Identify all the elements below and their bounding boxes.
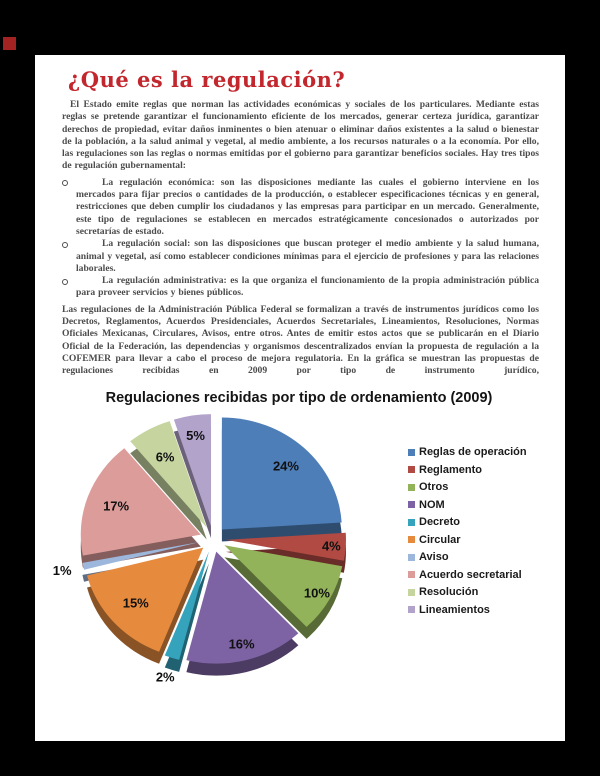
- slice-percent-label: 24%: [272, 457, 299, 473]
- slice-percent-label: 1%: [52, 562, 72, 578]
- document-content: [52, 67, 539, 685]
- slice-percent-label: 5%: [186, 427, 205, 443]
- slice-percent-label: 2%: [155, 669, 175, 685]
- legend-swatch-icon: [408, 501, 415, 508]
- slice-percent-label: 17%: [103, 498, 130, 514]
- legend-swatch-icon: [408, 589, 415, 596]
- slice-percent-label: 16%: [228, 635, 255, 651]
- legend-swatch-icon: [408, 571, 415, 578]
- legend-swatch-icon: [408, 519, 415, 526]
- legend-swatch-icon: [408, 606, 415, 613]
- bullet-text: La regulación económica: son las disposiciones mediante las cuales el gobierno interviene en los mercados para fijar precios o cantidades de la producción, o establecer especificaciones técnicas y en general, restricciones que deben cumplir los ciudadanos y las empresas para participar en un mercado. Generalmente, este tipo de regulaciones se establecen en mercados estratégicamente concesionados o autorizados por secretarías de estado.: [76, 176, 539, 237]
- bullet-item: [62, 238, 539, 275]
- legend-item: [408, 514, 523, 532]
- bullet-icon: [62, 279, 68, 285]
- bullet-text: La regulación administrativa: es la que organiza el funcionamiento de la propia administración pública para proveer servicios y bienes públicos.: [76, 275, 539, 299]
- intro-paragraph: El Estado emite reglas que norman las actividades económicas y sociales de los particulares. Mediante estas reglas se pretende garantizar el funcionamiento eficiente de los mercados, generar certeza jurídica, garantizar derechos de propiedad, evitar daños inminentes o bien atenuar o eliminar daños existentes a la salud o bienestar de la población, a la salud animal y vegetal, al medio ambiente, a los recursos naturales o a la economía. Por ello, las regulaciones son las reglas o normas emitidas por el gobierno para garantizar beneficios sociales. Hay tres tipos de regulación gubernamental:: [62, 99, 539, 172]
- legend-label: Reglamento: [419, 463, 482, 476]
- legend-item: [408, 549, 523, 567]
- legend-label: Reglas de operación: [419, 446, 527, 459]
- legend-swatch-icon: [408, 536, 415, 543]
- legend-item: [408, 479, 523, 497]
- pie-chart-figure: [52, 387, 527, 685]
- chart-title: Regulaciones recibidas por tipo de ordenamiento (2009): [105, 389, 493, 406]
- red-corner-mark: [3, 37, 16, 50]
- legend-swatch-icon: [408, 554, 415, 561]
- bullet-item: [62, 177, 539, 238]
- legend-label: Resolución: [419, 586, 479, 599]
- document-page: [35, 55, 565, 741]
- chart-legend: [408, 444, 527, 619]
- bullet-item: [62, 275, 539, 300]
- bullet-text: La regulación social: son las disposiciones que buscan proteger el medio ambiente y la salud humana, animal y vegetal, así como establecer condiciones mínimas para el ejercicio de profesiones y para las relaciones laborales.: [76, 238, 539, 274]
- legend-item: [408, 444, 527, 462]
- legend-label: Otros: [419, 481, 449, 494]
- legend-label: NOM: [419, 498, 445, 511]
- slice-percent-label: 6%: [155, 449, 175, 465]
- legend-item: [408, 566, 523, 584]
- legend-item: [408, 601, 523, 619]
- legend-label: Decreto: [419, 516, 460, 529]
- bullet-icon: [62, 180, 68, 186]
- legend-item: [408, 496, 523, 514]
- slice-percent-label: 15%: [122, 595, 149, 611]
- slice-percent-label: 10%: [303, 584, 330, 600]
- bullet-icon: [62, 242, 68, 248]
- legend-label: Aviso: [419, 551, 449, 564]
- closing-paragraph: Las regulaciones de la Administración Pública Federal se formalizan a través de instrumentos jurídicos como los Decretos, Reglamentos, Acuerdos Presidenciales, Acuerdos Secretariales, Lineamientos, Resoluciones, Normas Oficiales Mexicanas, Circulares, Avisos, entre otros. Antes de emitir estos actos que se publicarán en el Diario Oficial de la Federación, las dependencias y organismos descentralizados envían la propuesta de regulación a la COFEMER para llevar a cabo el proceso de mejora regulatoria. En la gráfica se muestran las propuestas de regulaciones recibidas en 2009 por tipo de instrumento jurídico,: [62, 303, 539, 377]
- legend-swatch-icon: [408, 484, 415, 491]
- slice-percent-label: 4%: [321, 538, 341, 554]
- page-title: ¿Qué es la regulación?: [68, 67, 346, 92]
- legend-swatch-icon: [408, 449, 415, 456]
- legend-swatch-icon: [408, 466, 415, 473]
- legend-item: [408, 531, 523, 549]
- bullet-list: [62, 177, 539, 300]
- legend-item: [408, 584, 523, 602]
- legend-label: Circular: [419, 533, 461, 546]
- legend-label: Acuerdo secretarial: [419, 568, 522, 581]
- legend-label: Lineamientos: [419, 603, 490, 616]
- pie-slice: [222, 417, 342, 529]
- legend-item: [408, 461, 523, 479]
